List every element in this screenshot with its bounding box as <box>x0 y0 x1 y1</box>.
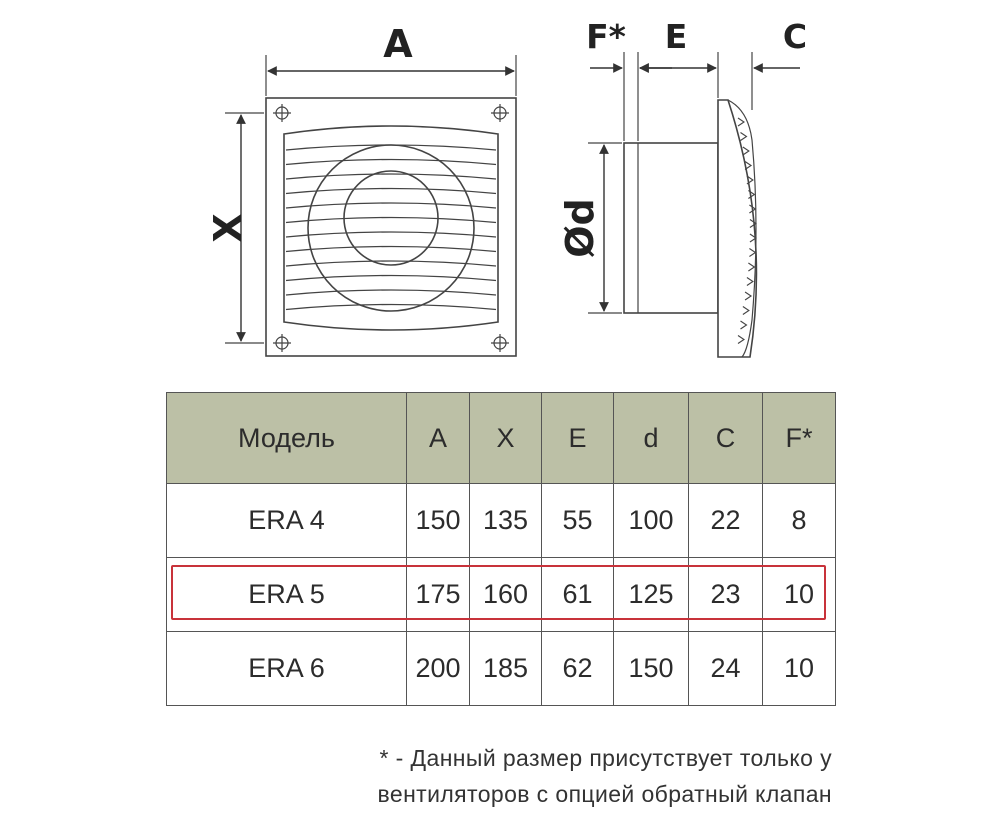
value-cell: 10 <box>763 558 836 632</box>
dimension-x <box>206 113 264 343</box>
dimension-e-label: E <box>664 17 688 56</box>
footnote-line-1: * - Данный размер присутствует только у <box>379 745 832 771</box>
value-cell: 150 <box>614 632 689 706</box>
front-panel-outline <box>266 98 516 356</box>
table-row-highlighted <box>167 558 836 632</box>
value-cell: 160 <box>470 558 542 632</box>
footnote <box>378 740 832 812</box>
column-header-model: Модель <box>167 393 407 484</box>
value-cell: 62 <box>542 632 614 706</box>
value-cell: 175 <box>407 558 470 632</box>
dimensions-table <box>166 392 836 706</box>
footnote-line-2: вентиляторов с опцией обратный клапан <box>377 781 832 807</box>
model-cell: ERA 5 <box>167 558 407 632</box>
side-view <box>624 100 756 357</box>
value-cell: 150 <box>407 484 470 558</box>
grille-rib <box>740 133 746 141</box>
dimension-d-label: Ød <box>558 198 602 258</box>
value-cell: 200 <box>407 632 470 706</box>
fan-dimension-drawing <box>0 0 1000 380</box>
column-header-a: A <box>407 393 470 484</box>
value-cell: 23 <box>689 558 763 632</box>
column-header-f: F* <box>763 393 836 484</box>
front-view <box>266 98 516 356</box>
model-cell: ERA 4 <box>167 484 407 558</box>
value-cell: 24 <box>689 632 763 706</box>
table-header-row <box>167 393 836 484</box>
column-header-x: X <box>470 393 542 484</box>
value-cell: 61 <box>542 558 614 632</box>
dimension-a <box>266 22 516 96</box>
table-row <box>167 484 836 558</box>
value-cell: 10 <box>763 632 836 706</box>
dimension-a-label: A <box>383 22 413 66</box>
dimension-f-label: F* <box>586 17 626 56</box>
value-cell: 185 <box>470 632 542 706</box>
value-cell: 55 <box>542 484 614 558</box>
model-cell: ERA 6 <box>167 632 407 706</box>
value-cell: 100 <box>614 484 689 558</box>
column-header-d: d <box>614 393 689 484</box>
grille-rib <box>743 147 749 155</box>
grille-rib <box>738 118 744 126</box>
side-grille-body <box>718 100 756 357</box>
value-cell: 125 <box>614 558 689 632</box>
column-header-e: E <box>542 393 614 484</box>
dimension-x-label: X <box>206 213 250 243</box>
value-cell: 22 <box>689 484 763 558</box>
dimension-c-label: C <box>782 17 808 56</box>
value-cell: 8 <box>763 484 836 558</box>
table-row <box>167 632 836 706</box>
column-header-c: C <box>689 393 763 484</box>
value-cell: 135 <box>470 484 542 558</box>
